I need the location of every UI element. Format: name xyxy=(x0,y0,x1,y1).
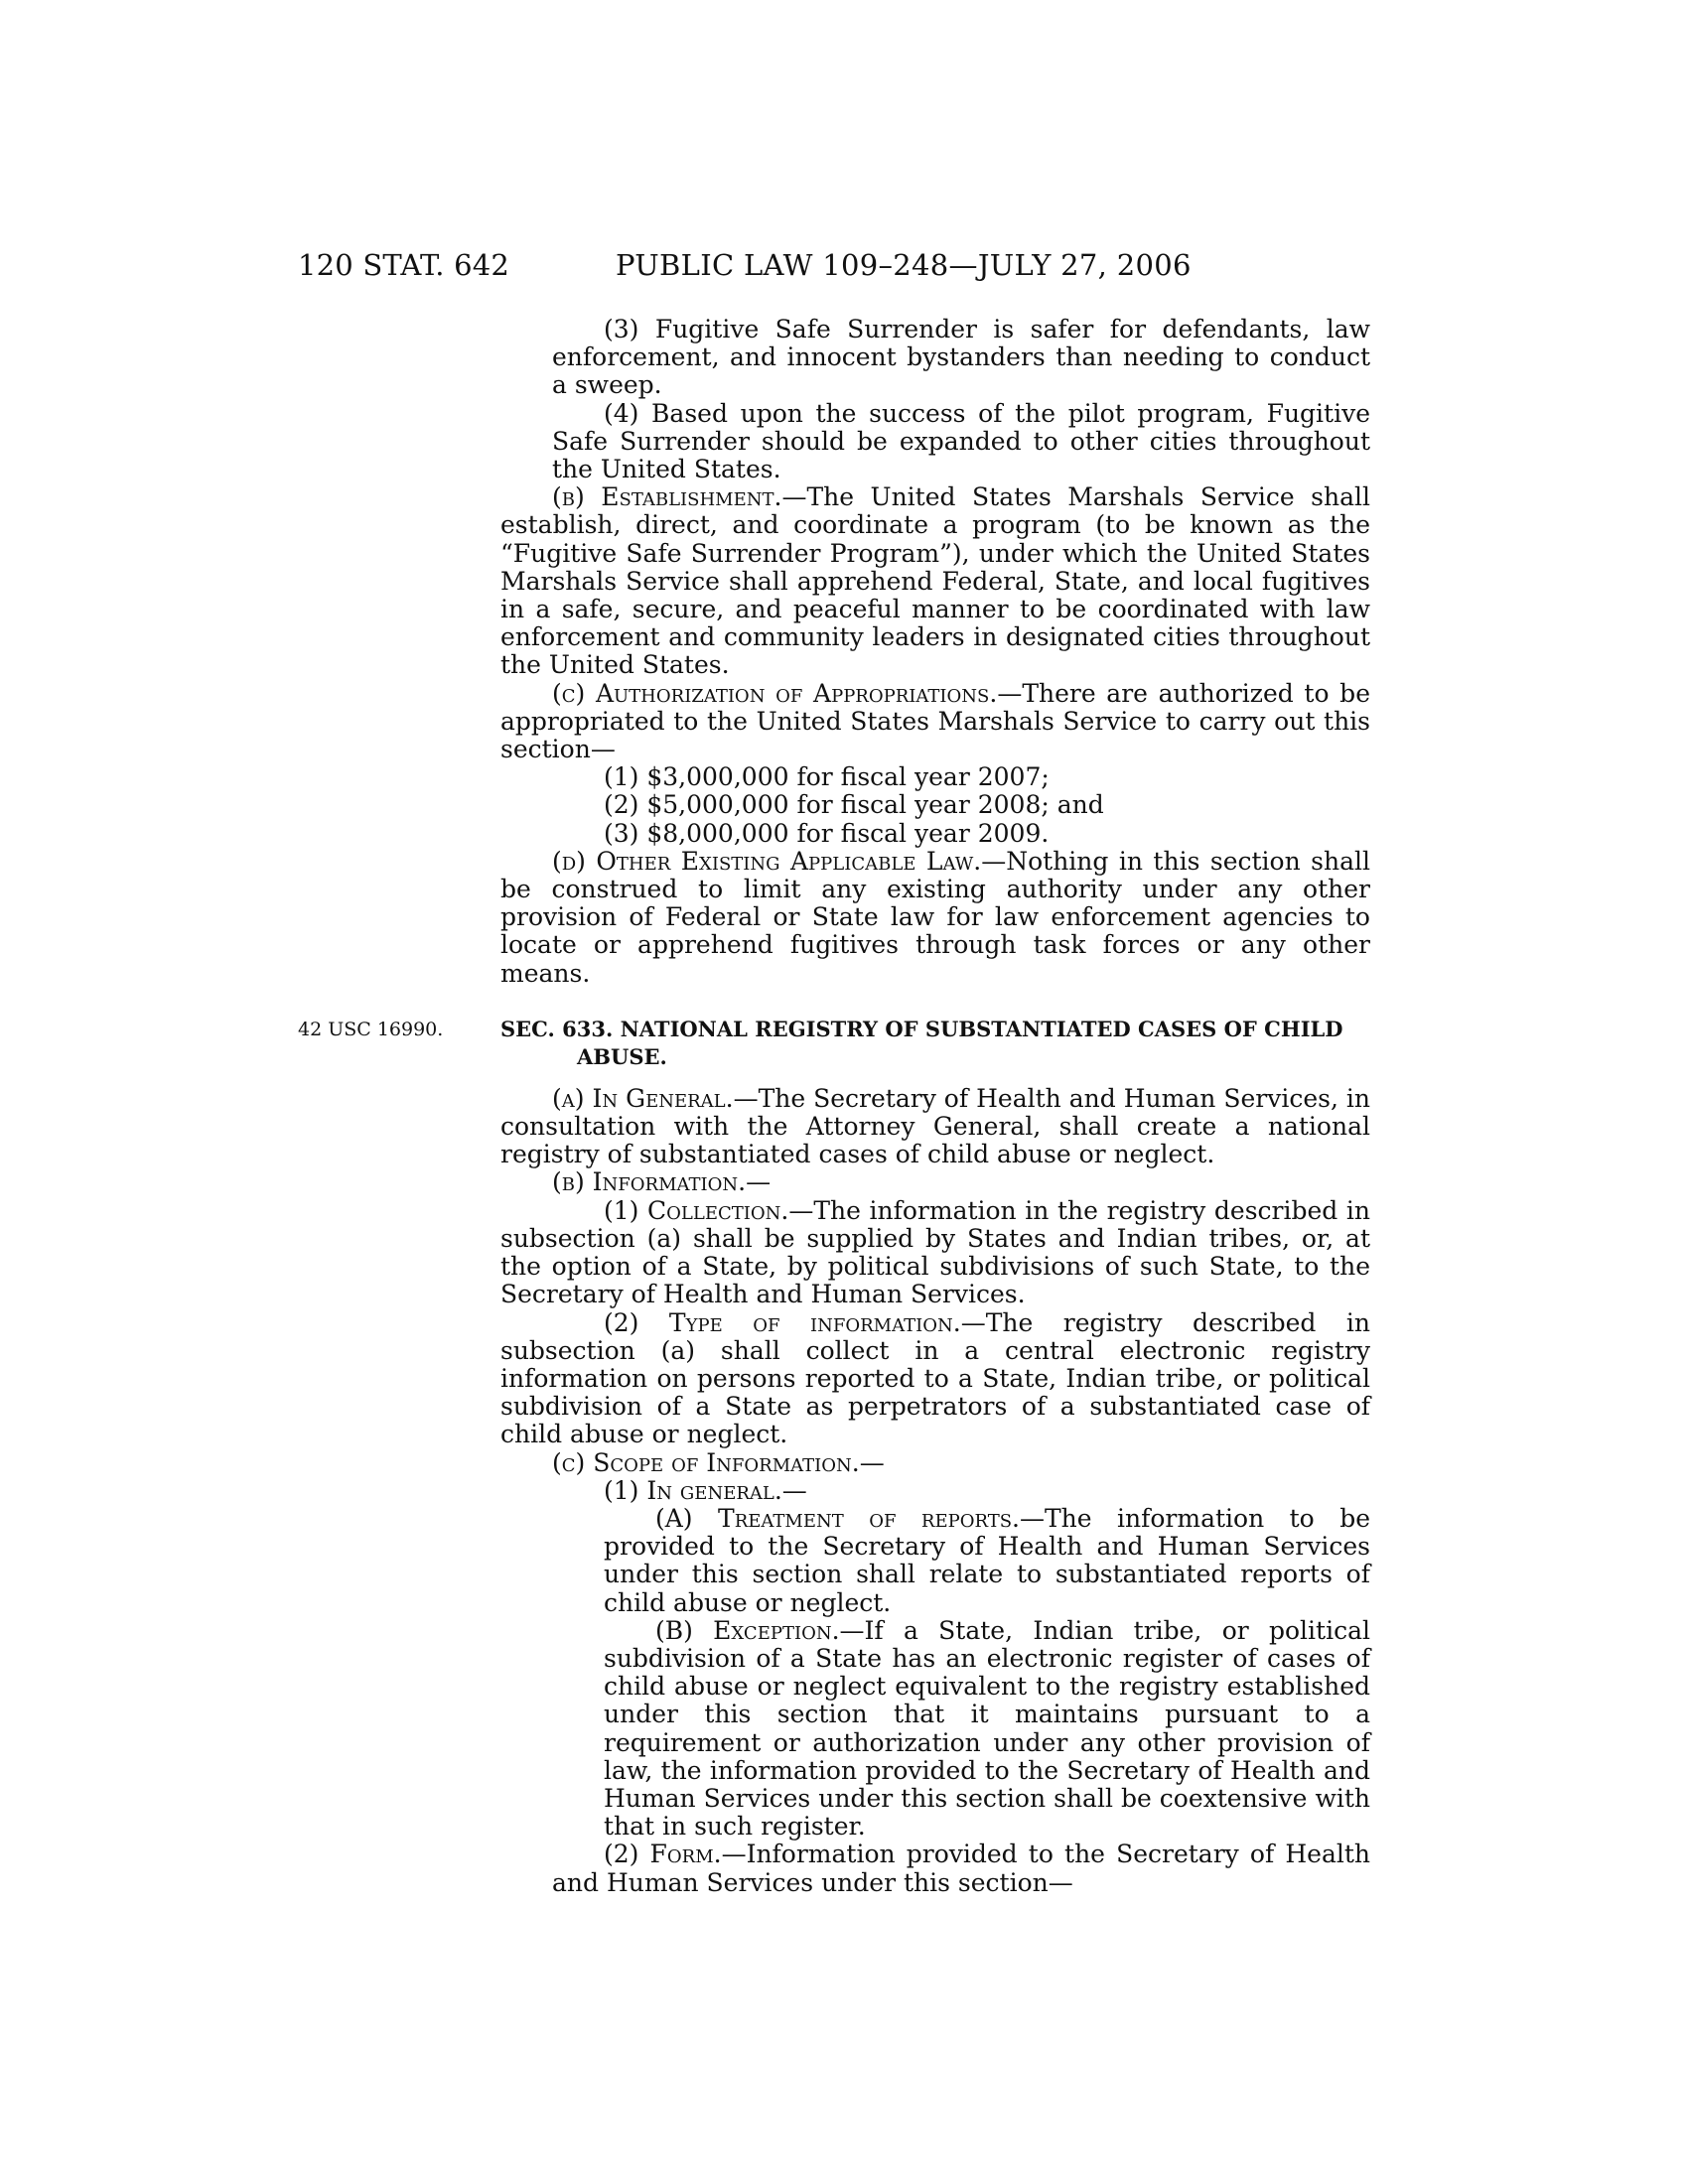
finding-paragraph-3: (3) Fugitive Safe Surrender is safer for defendants, law enforcement, and innocent bystanders than needing to conduct a sweep. xyxy=(552,315,1370,400)
sec633-cB-exception xyxy=(500,1617,1370,1842)
sec633-subsection-b xyxy=(500,1168,1370,1196)
section-heading: SEC. 633. NATIONAL REGISTRY OF SUBSTANTIATED CASES OF CHILD ABUSE. xyxy=(500,1016,1343,1069)
sec633-subsection-c xyxy=(500,1449,1370,1477)
sec633-cB-text: —If a State, Indian tribe, or political subdivision of a State has an electronic register of cases of child abuse or neglect equivalent to the registry established under this section that it maintains pursuant to a requirement or authorization under any other provision of law, the information provided to the Secretary of Health and Human Services under this section shall be coextensive with that in such register. xyxy=(604,1615,1370,1842)
sec633-cA-text: —The information to be provided to the Secretary of Health and Human Services under this section shall relate to substantiated reports of child abuse or neglect. xyxy=(604,1503,1370,1617)
sec633-b-dash: — xyxy=(746,1167,772,1197)
subsection-c-label: (c) Authorization of Appropriations. xyxy=(552,678,998,708)
sec633-b2-label: (2) Type of information. xyxy=(604,1307,961,1337)
public-law-title: PUBLIC LAW 109–248—JULY 27, 2006 xyxy=(616,248,1192,282)
subsection-c-text: —There are authorized to be appropriated to the United States Marshals Service to carry out this section— xyxy=(500,678,1370,764)
sec633-cB-label: (B) Exception. xyxy=(655,1615,840,1645)
sec633-b1-text: —The information in the registry described in subsection (a) shall be supplied by States and Indian tribes, or, at the option of a State, by political subdivisions of such State, to the Secretary of Health and Human Services. xyxy=(500,1195,1370,1309)
sec633-c1-general xyxy=(500,1477,1370,1505)
sec633-c2-form xyxy=(500,1841,1370,1896)
sec633-b1-collection xyxy=(500,1197,1370,1309)
subsection-b-establishment xyxy=(500,483,1370,679)
subsection-b-label: (b) Establishment. xyxy=(552,482,782,512)
sec633-b2-text: —The registry described in subsection (a) shall collect in a central electronic registry information on persons reported to a State, Indian tribe, or political subdivision of a State as perpetrators of a substantiated case of child abuse or neglect. xyxy=(500,1307,1370,1449)
sec633-c1-dash: — xyxy=(781,1475,807,1505)
sec633-a-label: (a) In General. xyxy=(552,1083,734,1113)
page-header xyxy=(298,248,1370,288)
sec633-c2-label: (2) Form. xyxy=(604,1840,722,1869)
subsection-d-label: (d) Other Existing Applicable Law. xyxy=(552,846,982,876)
appropriation-item-1: (1) $3,000,000 for fiscal year 2007; xyxy=(604,762,1050,792)
appropriation-item-3: (3) $8,000,000 for fiscal year 2009. xyxy=(604,818,1050,848)
finding-paragraph-4: (4) Based upon the success of the pilot program, Fugitive Safe Surrender should be expanded to other cities throughout the United States. xyxy=(552,398,1370,484)
sec633-c-label: (c) Scope of Information. xyxy=(552,1447,860,1477)
sec633-cA-treatment xyxy=(500,1505,1370,1617)
document-body xyxy=(500,316,1370,1897)
sec633-b2-type xyxy=(500,1309,1370,1449)
subsection-c-appropriations xyxy=(500,680,1370,764)
sec633-a-text: —The Secretary of Health and Human Services, in consultation with the Attorney General, shall create a national registry of substantiated cases of child abuse or neglect. xyxy=(500,1083,1370,1169)
sec633-subsection-a xyxy=(500,1085,1370,1169)
subsection-d-text: —Nothing in this section shall be construed to limit any existing authority under any other provision of Federal or State law for law enforcement agencies to locate or apprehend fugitives through task forces or any other means. xyxy=(500,846,1370,988)
sec633-b-label: (b) Information. xyxy=(552,1167,747,1197)
subsection-d-other-law xyxy=(500,848,1370,988)
sec633-b1-label: (1) Collection. xyxy=(604,1195,789,1225)
sec633-c2-text: —Information provided to the Secretary of Health and Human Services under this section— xyxy=(552,1840,1370,1897)
statute-page-reference: 120 STAT. 642 xyxy=(298,248,510,282)
appropriation-item-2: (2) $5,000,000 for fiscal year 2008; and xyxy=(604,790,1104,820)
margin-citation: 42 USC 16990. xyxy=(298,1018,444,1040)
sec633-c-dash: — xyxy=(859,1447,885,1477)
sec633-cA-label: (A) Treatment of reports. xyxy=(655,1503,1020,1533)
sec633-c1-label: (1) In general. xyxy=(604,1475,782,1505)
subsection-b-text: —The United States Marshals Service shall establish, direct, and coordinate a program (to be known as the “Fugitive Safe Surrender Program”), under which the United States Marshals Service shall apprehend Federal, State, and local fugitives in a safe, secure, and peaceful manner to be coordinated with law enforcement and community leaders in designated cities throughout the United States. xyxy=(500,482,1371,680)
